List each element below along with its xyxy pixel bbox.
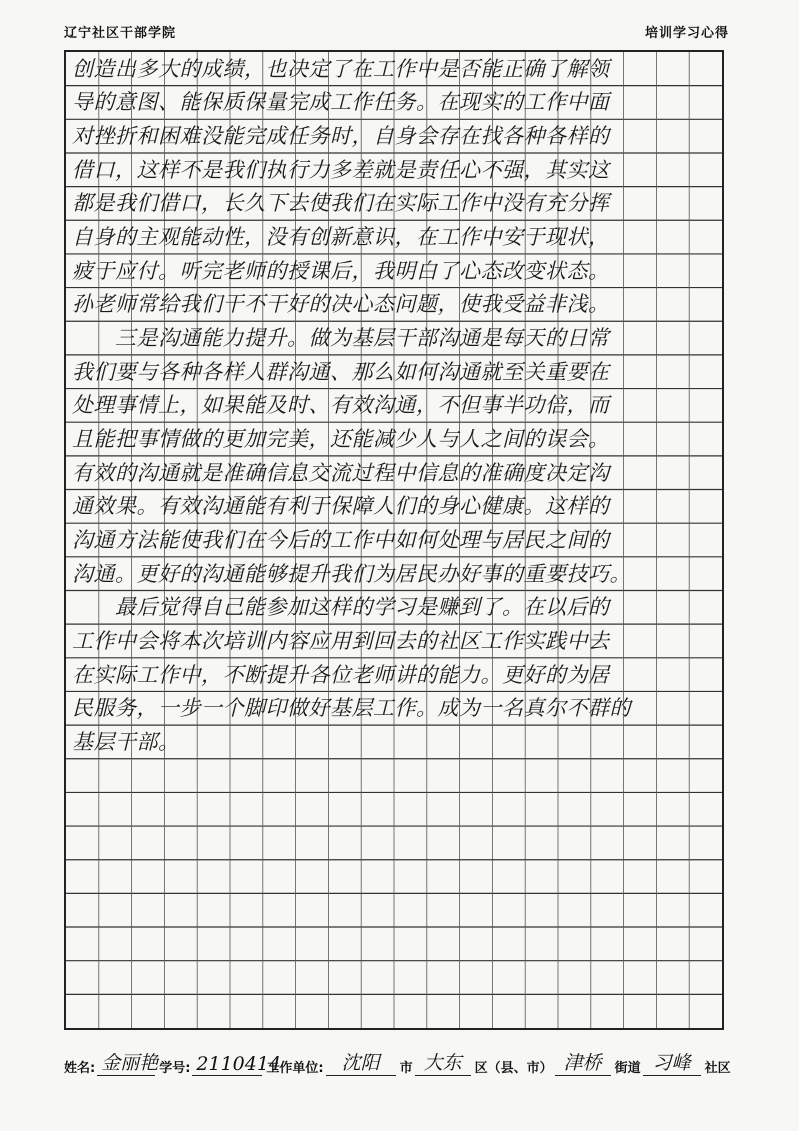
handwritten-line: 借口，这样不是我们执行力多差就是责任心不强，其实这 (72, 157, 610, 182)
handwritten-line: 创造出多大的成绩，也决定了在工作中是否能正确了解领 (72, 56, 610, 81)
handwritten-line: 三是沟通能力提升。做为基层干部沟通是每天的日常 (72, 326, 610, 351)
name-value: 金丽艳 (97, 1048, 155, 1076)
city-value: 沈阳 (326, 1048, 396, 1076)
handwritten-line: 在实际工作中，不断提升各位老师讲的能力。更好的为居 (72, 662, 610, 687)
handwritten-line: 沟通方法能使我们在今后的工作中如何处理与居民之间的 (72, 528, 610, 552)
writing-grid (64, 50, 724, 1030)
district-label: 区（县、市） (474, 1061, 553, 1076)
header-doc-title: 培训学习心得 (644, 26, 729, 41)
handwritten-line: 沟通。更好的沟通能够提升我们为居民办好事的重要技巧。 (72, 561, 631, 586)
id-label: 学号: (159, 1061, 191, 1076)
handwritten-line: 通效果。有效沟通能有利于保障人们的身心健康。这样的 (72, 494, 610, 519)
handwritten-line: 有效的沟通就是准确信息交流过程中信息的准确度决定沟 (72, 460, 610, 485)
handwritten-line: 对挫折和困难没能完成任务时，自身会存在找各种各样的 (72, 124, 610, 149)
city-label: 市 (399, 1061, 413, 1076)
street-value: 津桥 (555, 1048, 611, 1076)
handwritten-line: 工作中会将本次培训内容应用到回去的社区工作实践中去 (72, 628, 610, 653)
handwritten-line: 处理事情上，如果能及时、有效沟通，不但事半功倍，而 (72, 393, 610, 418)
footer-info (64, 1046, 734, 1076)
street-label: 街道 (614, 1061, 641, 1076)
handwritten-line: 疲于应付。听完老师的授课后，我明白了心态改变状态。 (72, 258, 610, 283)
handwritten-line: 都是我们借口，长久下去使我们在实际工作中没有充分挥 (72, 191, 610, 216)
header-institution: 辽宁社区干部学院 (64, 26, 177, 41)
handwritten-line: 且能把事情做的更加完美，还能减少人与人之间的误会。 (72, 427, 610, 452)
id-value: 2110414 (192, 1053, 262, 1076)
district-value: 大东 (415, 1048, 471, 1076)
handwritten-line: 民服务，一步一个脚印做好基层工作。成为一名真尔不群的 (72, 696, 631, 721)
handwritten-line: 我们要与各种各样人群沟通、那么如何沟通就至关重要在 (72, 359, 610, 384)
handwritten-line: 最后觉得自己能参加这样的学习是赚到了。在以后的 (72, 595, 610, 620)
community-value: 习峰 (643, 1048, 701, 1076)
unit-label: 工作单位: (266, 1061, 324, 1076)
handwritten-line: 自身的主观能动性，没有创新意识，在工作中安于现状， (72, 225, 610, 250)
handwritten-line: 基层干部。 (72, 729, 180, 754)
handwritten-line: 导的意图、能保质保量完成工作任务。在现实的工作中面 (72, 90, 610, 115)
name-label: 姓名: (64, 1061, 96, 1076)
handwritten-line: 孙老师常给我们干不干好的决心态问题，使我受益非浅。 (72, 292, 610, 317)
community-label: 社区 (704, 1061, 731, 1076)
